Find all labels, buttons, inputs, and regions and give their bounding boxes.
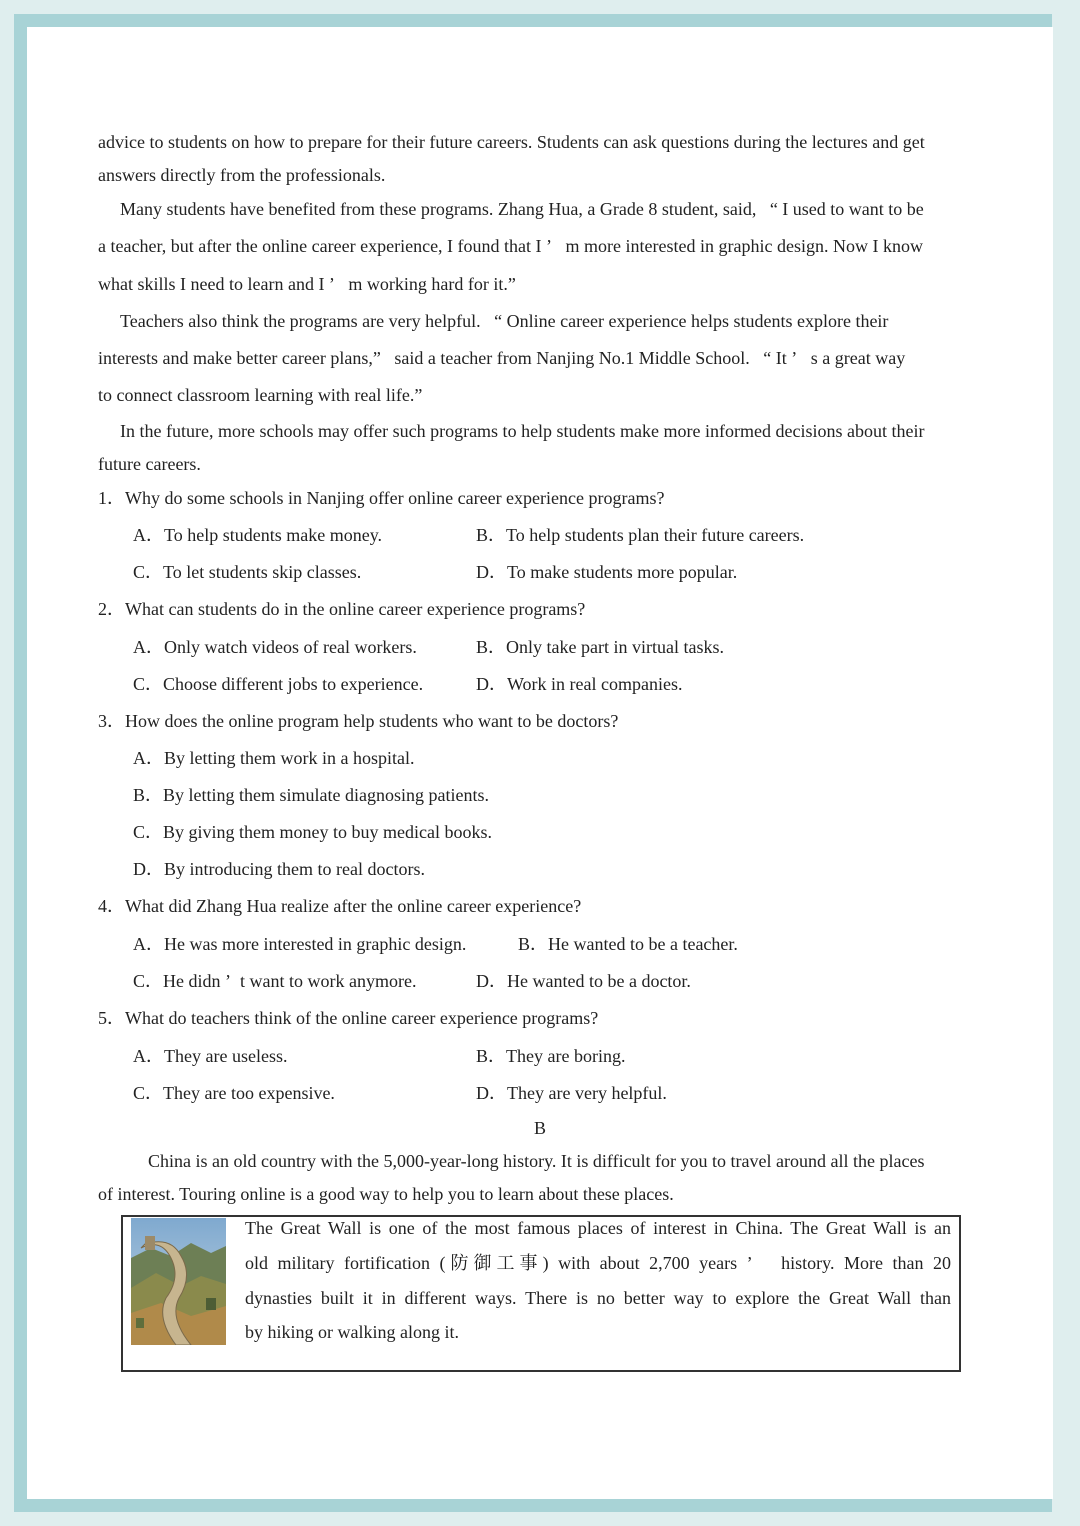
box-text: old military fortification (防御工事) with about 2,700 years ’ history. More than 20 <box>245 1253 951 1273</box>
answer-option: C．They are too expensive. <box>133 1083 335 1103</box>
answer-option: A．They are useless. <box>133 1046 288 1066</box>
answer-option: B．Only take part in virtual tasks. <box>476 637 724 657</box>
passage-text: Teachers also think the programs are very helpful. “ Online career experience helps students explore their <box>120 311 889 331</box>
answer-option: A．To help students make money. <box>133 525 383 545</box>
passage-text: of interest. Touring online is a good way to help you to learn about these places. <box>98 1184 674 1204</box>
answer-option: B．He wanted to be a teacher. <box>518 934 738 954</box>
answer-option: A．By letting them work in a hospital. <box>133 748 415 768</box>
question-stem: 1．Why do some schools in Nanjing offer online career experience programs? <box>98 488 665 508</box>
passage-text: interests and make better career plans,” said a teacher from Nanjing No.1 Middle School. “ It ’ s a great way <box>98 348 906 368</box>
answer-option: D．By introducing them to real doctors. <box>133 859 425 879</box>
answer-option: C．He didn ’ t want to work anymore. <box>133 971 417 991</box>
answer-option: C．To let students skip classes. <box>133 562 362 582</box>
answer-option: B．By letting them simulate diagnosing patients. <box>133 785 489 805</box>
answer-option: D．They are very helpful. <box>476 1083 667 1103</box>
great-wall-photo <box>131 1218 226 1345</box>
answer-option: A．He was more interested in graphic design. <box>133 934 467 954</box>
passage-text: what skills I need to learn and I ’ m working hard for it.” <box>98 274 516 294</box>
passage-text: In the future, more schools may offer such programs to help students make more informed decisions about their <box>120 421 925 441</box>
answer-option: C．By giving them money to buy medical books. <box>133 822 492 842</box>
passage-text: advice to students on how to prepare for their future careers. Students can ask questions during the lectures and get <box>98 132 925 152</box>
answer-option: C．Choose different jobs to experience. <box>133 674 424 694</box>
answer-option: D．He wanted to be a doctor. <box>476 971 691 991</box>
passage-text: future careers. <box>98 454 201 474</box>
passage-text: China is an old country with the 5,000-year-long history. It is difficult for you to travel around all the places <box>148 1151 925 1171</box>
passage-text: answers directly from the professionals. <box>98 165 386 185</box>
answer-option: B．To help students plan their future careers. <box>476 525 805 545</box>
box-text: by hiking or walking along it. <box>245 1322 459 1342</box>
question-stem: 4．What did Zhang Hua realize after the online career experience? <box>98 896 582 916</box>
section-heading: B <box>533 1118 546 1138</box>
box-text: dynasties built it in different ways. There is no better way to explore the Great Wall than <box>245 1288 951 1308</box>
passage-text: to connect classroom learning with real life.” <box>98 385 423 405</box>
question-stem: 2．What can students do in the online career experience programs? <box>98 599 586 619</box>
passage-text: a teacher, but after the online career experience, I found that I ’ m more interested in graphic design. Now I know <box>98 236 923 256</box>
answer-option: D．To make students more popular. <box>476 562 738 582</box>
answer-option: D．Work in real companies. <box>476 674 683 694</box>
passage-text: Many students have benefited from these programs. Zhang Hua, a Grade 8 student, said, “ I used to want to be <box>120 199 924 219</box>
answer-option: B．They are boring. <box>476 1046 626 1066</box>
box-text: The Great Wall is one of the most famous places of interest in China. The Great Wall is an <box>245 1218 951 1238</box>
question-stem: 3．How does the online program help students who want to be doctors? <box>98 711 619 731</box>
question-stem: 5．What do teachers think of the online career experience programs? <box>98 1008 599 1028</box>
answer-option: A．Only watch videos of real workers. <box>133 637 417 657</box>
